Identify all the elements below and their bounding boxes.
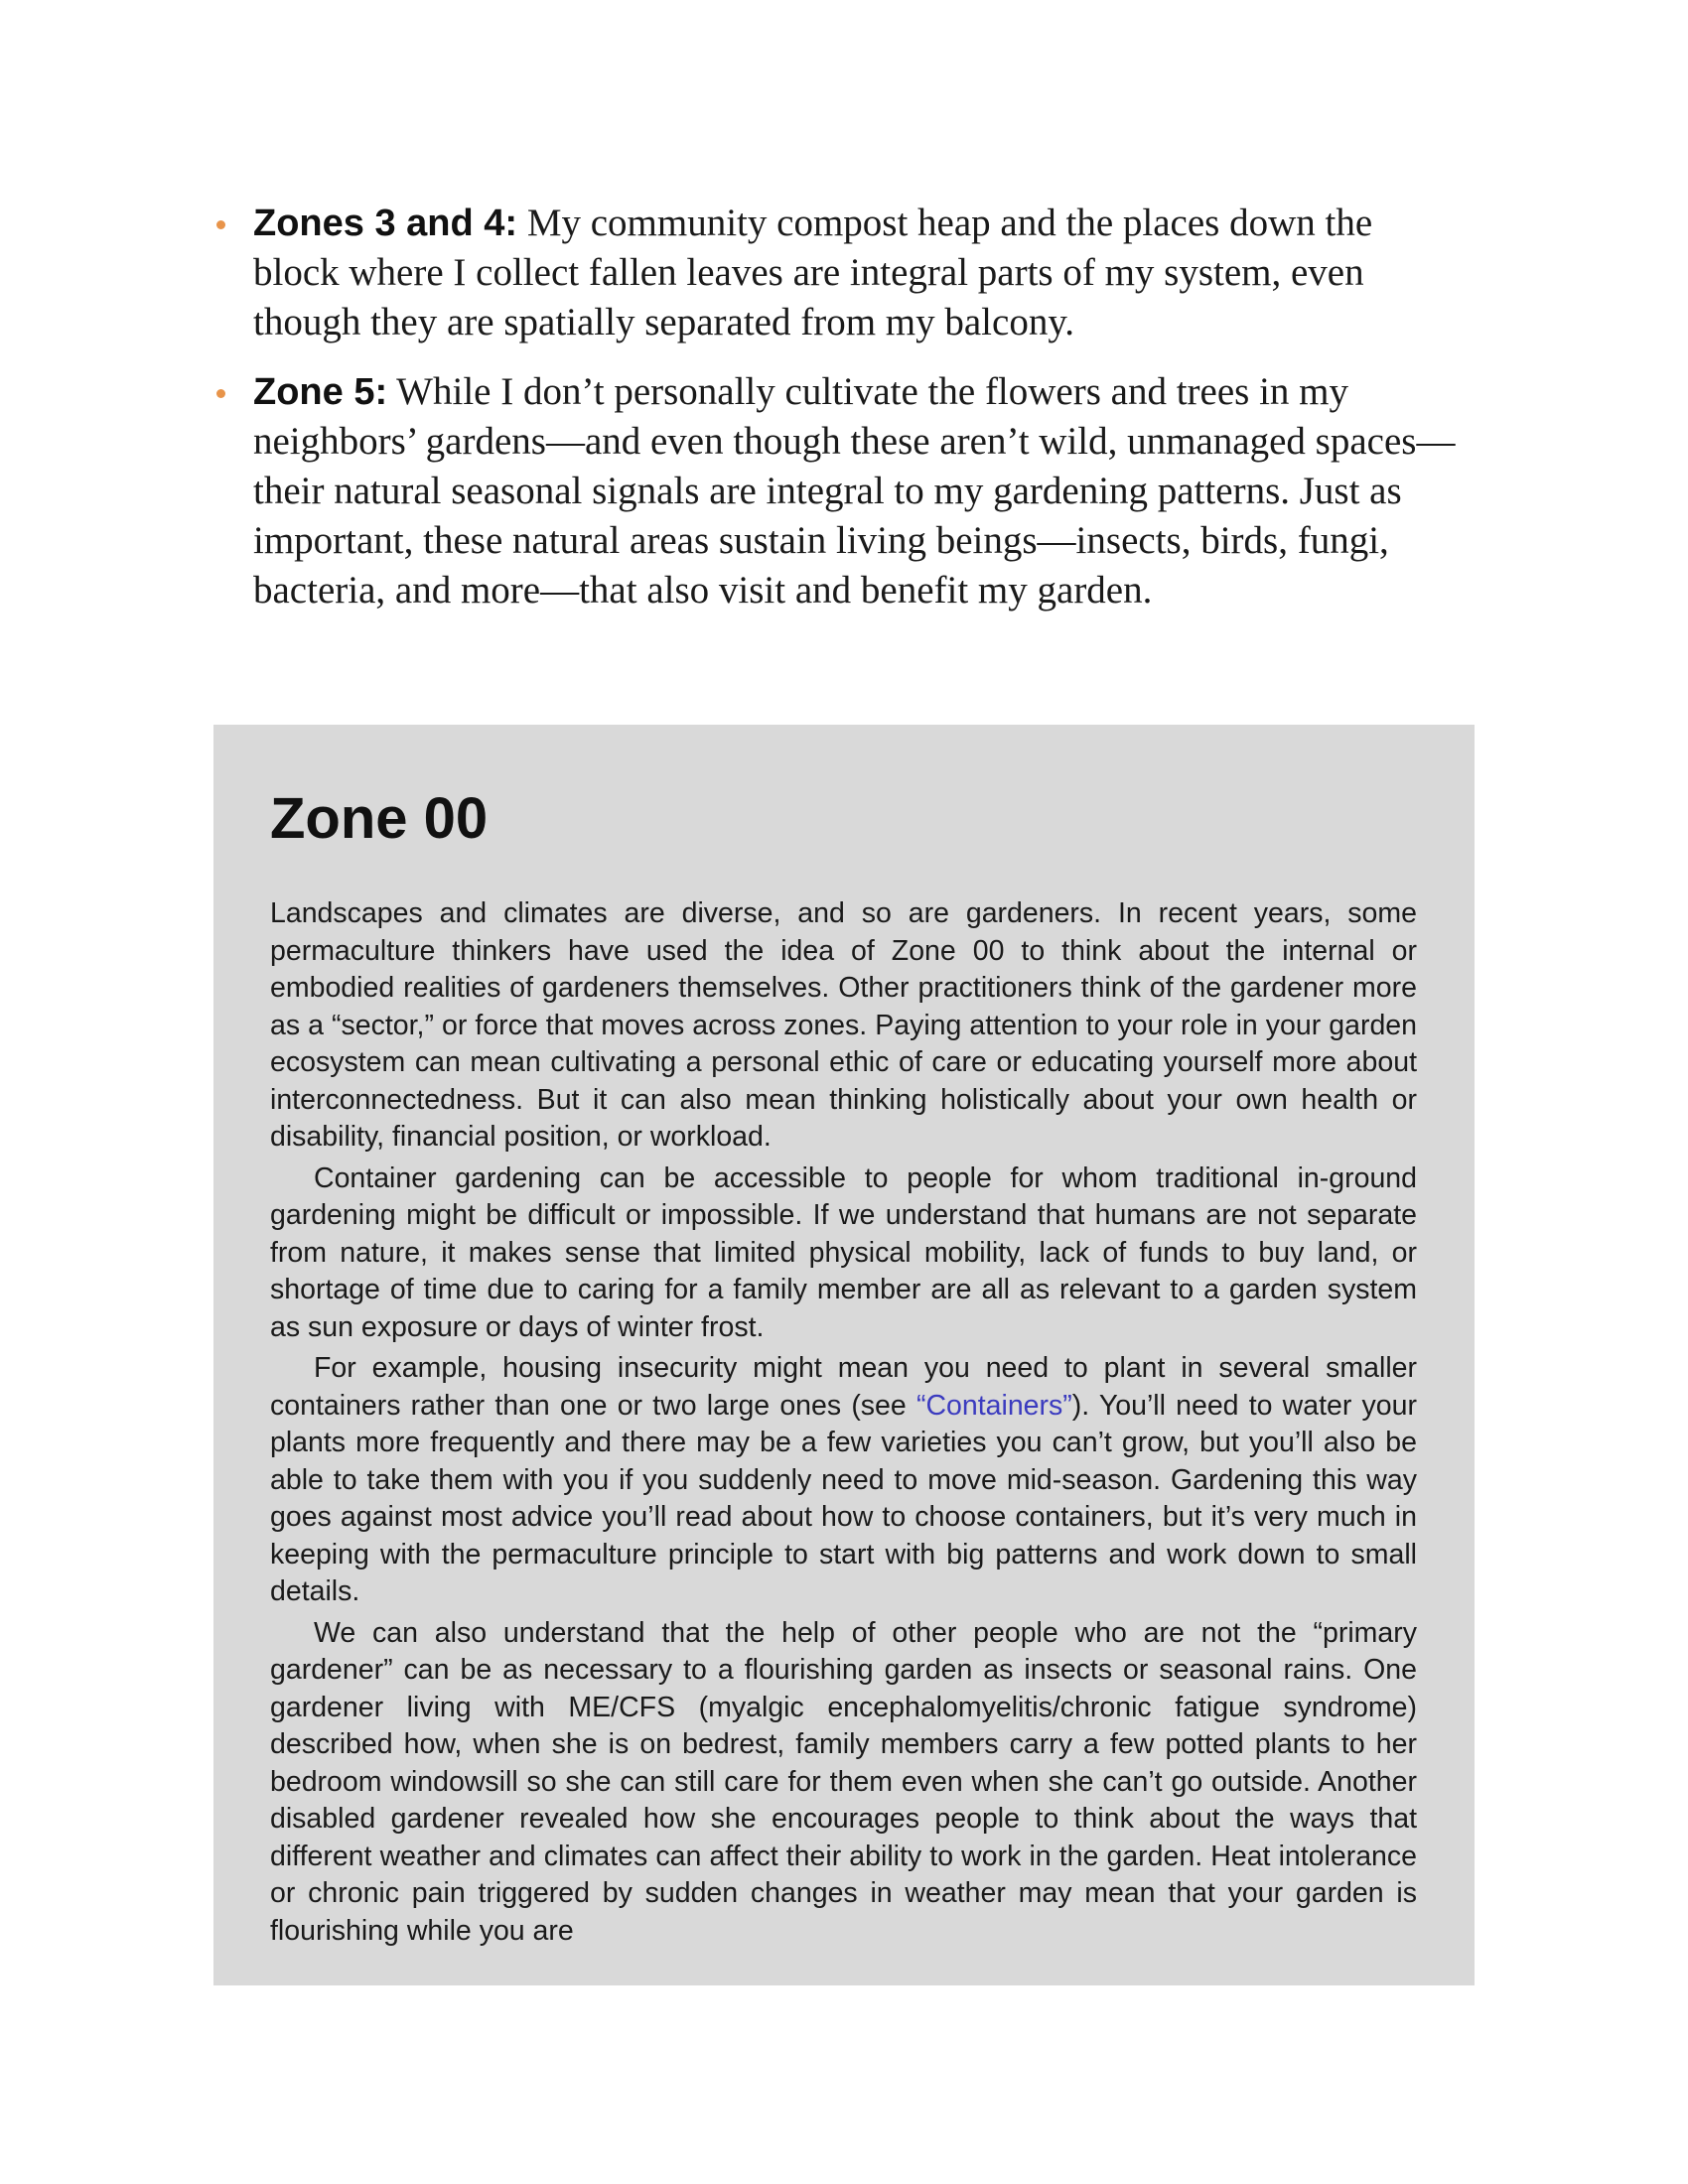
bullet-zone-5 (216, 367, 1468, 615)
bullet-lead-label: Zones 3 and 4: (253, 203, 518, 244)
bullet-lead-label: Zone 5: (253, 371, 388, 413)
zone-bullet-list (216, 199, 1468, 635)
bullet-text: My community compost heap and the places down the block where I collect fallen leaves are integral parts of my system, even though they are spatially separated from my balcony. (253, 202, 1373, 343)
bullet-zones-3-4 (216, 199, 1468, 347)
sidebar-title: Zone 00 (270, 786, 489, 851)
bullet-text: While I don’t personally cultivate the flowers and trees in my neighbors’ gardens—and even though these aren’t wild, unmanaged spaces—their natural seasonal signals are integral to my gardening patterns. Just as important, these natural areas sustain living beings—insects, birds, fungi, bacteria, and more—that also visit and benefit my garden. (253, 370, 1456, 612)
bullet-dot-icon (216, 220, 225, 229)
sidebar-paragraph-1: Landscapes and climates are diverse, and so are gardeners. In recent years, some permaculture thinkers have used the idea of Zone 00 to think about the internal or embodied realities of gardeners themselves. Other practitioners think of the gardener more as a “sector,” or force that moves across zones. Paying attention to your role in your garden ecosystem can mean cultivating a personal ethic of care or educating yourself more about interconnectedness. But it can also mean thinking holistically about your own health or disability, financial position, or workload. (270, 897, 1417, 1153)
paragraph-text: For example, housing insecurity might mean you need to plant in several smaller containers rather than one or two large ones (see (270, 1352, 1417, 1422)
sidebar-paragraph-4: We can also understand that the help of other people who are not the “primary gardener” can be as necessary to a flourishing garden as insects or seasonal rains. One gardener living with ME/CFS (myalgic encephalomyelitis/chronic fatigue syndrome) described how, when she is on bedrest, family members carry a few potted plants to her bedroom windowsill so she can still care for them even when she can’t go outside. Another disabled gardener revealed how she encourages people to think about the ways that different weather and climates can affect their ability to work in the garden. Heat intolerance or chronic pain triggered by sudden changes in weather may mean that your garden is flourishing while you are (270, 1616, 1417, 1947)
bullet-dot-icon (216, 389, 225, 398)
paragraph-text: ). You’ll need to water your plants more frequently and there may be a few varieties you can’t grow, but you’ll also be able to take them with you if you suddenly need to move mid-season. Gardening this way goes against most advice you’ll read about how to choose containers, but it’s very much in keeping with the permaculture principle to start with big patterns and work down to small details. (270, 1389, 1417, 1607)
zone-00-sidebar (213, 725, 1475, 1985)
sidebar-paragraph-3 (270, 1350, 1417, 1611)
containers-link[interactable]: “Containers” (915, 1389, 1072, 1422)
sidebar-paragraph-2: Container gardening can be accessible to people for whom traditional in-ground gardening might be difficult or impossible. If we understand that humans are not separate from nature, it makes sense that limited physical mobility, lack of funds to buy land, or shortage of time due to caring for a family member are all as relevant to a garden system as sun exposure or days of winter frost. (270, 1161, 1417, 1343)
